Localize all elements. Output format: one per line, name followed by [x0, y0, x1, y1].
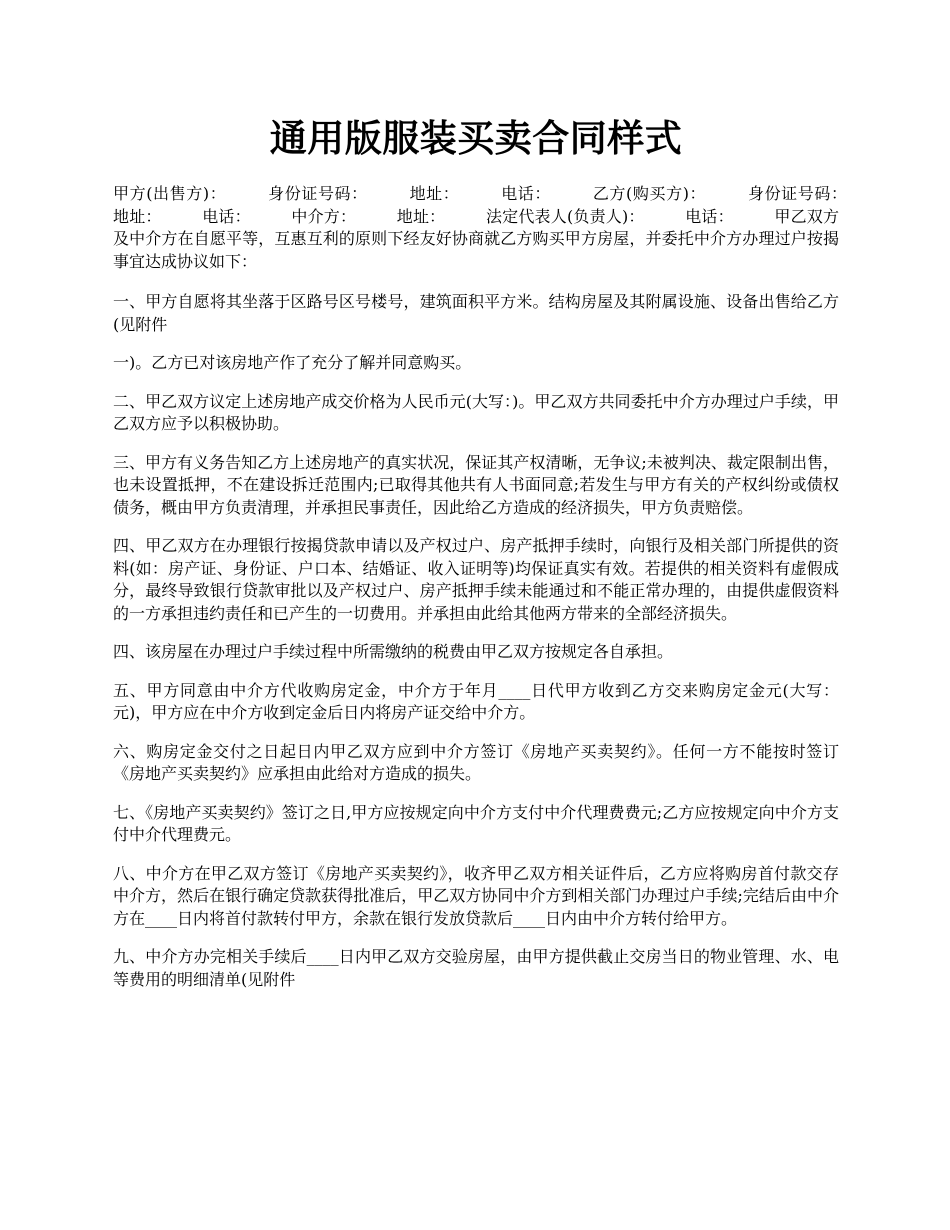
- parties-paragraph: 甲方(出售方)： 身份证号码： 地址： 电话： 乙方(购买方)： 身份证号码： 地址： 电话： 中介方： 地址： 法定代表人(负责人)： 电话： 甲乙双方及中介方在自愿平等，互惠互利的原则下经友好协商就乙方购买甲方房屋，并委托中介方办理过户按揭事宜达成协议如下：: [113, 184, 888, 271]
- clause-9-paragraph: 九、中介方办完相关手续后____日内甲乙双方交验房屋，由甲方提供截止交房当日的物业管理、水、电等费用的明细清单(见附件: [113, 947, 839, 989]
- clause-8-paragraph: 八、中介方在甲乙双方签订《房地产买卖契约》，收齐甲乙双方相关证件后，乙方应将购房首付款交存中介方，然后在银行确定贷款获得批准后，甲乙双方协同中介方到相关部门办理过户手续;完结后由中介方在____日内将首付款转付甲方，余款在银行发放贷款后____日内由中介方转付给甲方。: [113, 863, 839, 928]
- document-title: 通用版服装买卖合同样式: [269, 116, 683, 160]
- clause-7-paragraph: 七、《房地产买卖契约》签订之日,甲方应按规定向中介方支付中介代理费费元;乙方应按规定向中介方支付中介代理费元。: [113, 802, 839, 844]
- document-page: [113, 0, 888, 991]
- clause-4-paragraph: 四、甲乙双方在办理银行按揭贷款申请以及产权过户、房产抵押手续时，向银行及相关部门所提供的资料(如：房产证、身份证、户口本、结婚证、收入证明等)均保证真实有效。若提供的相关资料有虚假成分，最终导致银行贷款审批以及产权过户、房产抵押手续未能通过和不能正常办理的，由提供虚假资料的一方承担违约责任和已产生的一切费用。并承担由此给其他两方带来的全部经济损失。: [113, 536, 839, 623]
- clause-3-paragraph: 三、甲方有义务告知乙方上述房地产的真实状况，保证其产权清晰，无争议;未被判决、裁定限制出售，也未设置抵押，不在建设拆迁范围内;已取得其他共有人书面同意;若发生与甲方有关的产权纠纷或债权债务，概由甲方负责清理，并承担民事责任，因此给乙方造成的经济损失，甲方负责赔偿。: [113, 452, 839, 517]
- clause-5-paragraph: 五、甲方同意由中介方代收购房定金，中介方于年月____日代甲方收到乙方交来购房定金元(大写：元)，甲方应在中介方收到定金后日内将房产证交给中介方。: [113, 680, 839, 722]
- clause-1-paragraph: 一、甲方自愿将其坐落于区路号区号楼号，建筑面积平方米。结构房屋及其附属设施、设备出售给乙方(见附件: [113, 292, 839, 334]
- clause-1-continuation-paragraph: 一)。乙方已对该房地产作了充分了解并同意购买。: [113, 353, 472, 372]
- clause-2-paragraph: 二、甲乙双方议定上述房地产成交价格为人民币元(大写：)。甲乙双方共同委托中介方办理过户手续，甲乙双方应予以积极协助。: [113, 391, 839, 433]
- clause-4b-paragraph: 四、该房屋在办理过户手续过程中所需缴纳的税费由甲乙双方按规定各自承担。: [113, 642, 674, 661]
- clause-6-paragraph: 六、购房定金交付之日起日内甲乙双方应到中介方签订《房地产买卖契约》。任何一方不能按时签订《房地产买卖契约》应承担由此给对方造成的损失。: [113, 741, 839, 783]
